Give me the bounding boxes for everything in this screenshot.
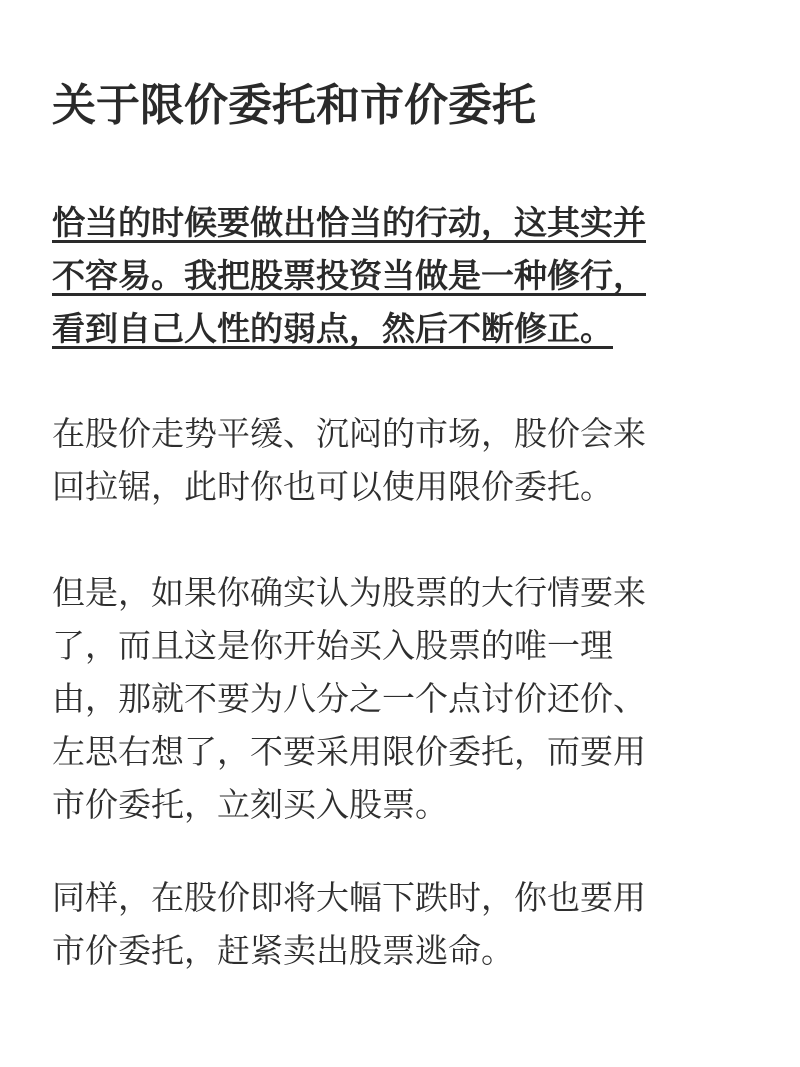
paragraph-line: 市价委托，赶紧卖出股票逃命。 bbox=[52, 931, 514, 970]
paragraph-line: 由，那就不要为八分之一个点讨价还价、 bbox=[52, 679, 646, 718]
paragraph-market-order-sell bbox=[52, 871, 646, 977]
paragraph-line: 在股价走势平缓、沉闷的市场，股价会来 bbox=[52, 414, 646, 453]
paragraph-line: 同样，在股价即将大幅下跌时，你也要用 bbox=[52, 878, 646, 917]
paragraph-line: 了，而且这是你开始买入股票的唯一理 bbox=[52, 626, 613, 665]
page-title: 关于限价委托和市价委托 bbox=[52, 80, 536, 131]
paragraph-line: 左思右想了，不要采用限价委托，而要用 bbox=[52, 732, 646, 771]
paragraph-line: 但是，如果你确实认为股票的大行情要来 bbox=[52, 573, 646, 612]
emphasis-line: 不容易。我把股票投资当做是一种修行， bbox=[52, 256, 646, 295]
emphasis-paragraph bbox=[52, 196, 646, 355]
paragraph-line: 市价委托，立刻买入股票。 bbox=[52, 785, 448, 824]
emphasis-line: 看到自己人性的弱点，然后不断修正。 bbox=[52, 309, 613, 348]
paragraph-market-order-buy bbox=[52, 566, 646, 831]
paragraph-line: 回拉锯，此时你也可以使用限价委托。 bbox=[52, 467, 613, 506]
paragraph-limit-order bbox=[52, 407, 646, 513]
emphasis-line: 恰当的时候要做出恰当的行动，这其实并 bbox=[52, 203, 646, 242]
